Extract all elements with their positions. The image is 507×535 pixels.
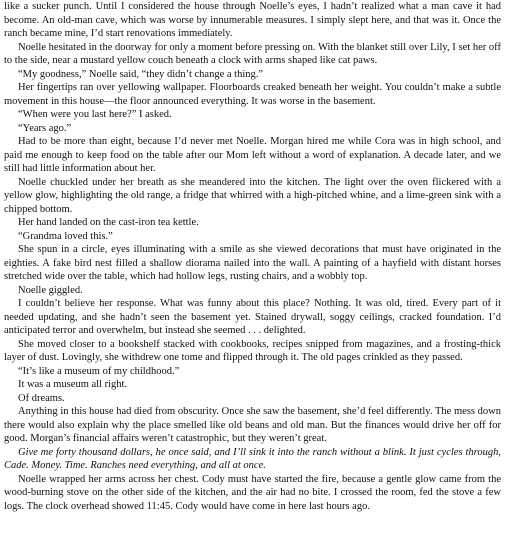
paragraph-18: Anything in this house had died from obscurity. Once she saw the basement, she’d feel differently. The mess down there would also explain why the place smelled like old beans and old man. But the finances would drive her off for good. Morgan’s financial affairs weren’t catastrophic, but they weren’t great. [4, 406, 501, 444]
italic-quote: Give me forty thousand dollars, he once said, and I’ll sink it into the ranch without a blink. It just cycles through, Cade. Money. Time. Ranches need everything, and all at once. [4, 446, 501, 471]
paragraph-15: “It’s like a museum of my childhood.” [18, 365, 180, 377]
paragraph-5: “When were you last here?” I asked. [18, 109, 172, 120]
paragraph-16: It was a museum all right. [18, 379, 128, 390]
paragraph-1: like a sucker punch. Until I considered the house through Noelle’s eyes, I hadn’t realized what a man cave it had become. An old-man cave, which was worse by innumerable measures. I simply slept here, and that was it. Once the ranch became mine, I’d start renovations immediately. [4, 1, 501, 39]
paragraph-19-italic [4, 446, 501, 473]
paragraph-11: She spun in a circle, eyes illuminating with a smile as she viewed decorations that must have originated in the eighties. A fake bird nest filled a shallow diorama nailed into the wall. A painting of a hayfield with distant horses stretched wide over the table, which had hollow legs, rusting chairs, and a wobbly top. [4, 244, 501, 282]
paragraph-17: Of dreams. [18, 392, 65, 404]
paragraph-10: “Grandma loved this.” [18, 230, 113, 242]
paragraph-20: Noelle wrapped her arms across her chest. Cody must have started the fire, because a gentle glow came from the wood-burning stove on the other side of the kitchen, and the air had no bite. I crossed the room, fed the stove a few logs. The clock overhead showed 11:45. Cody would have come in here last hours ago. [4, 473, 501, 512]
paragraph-2: Noelle hesitated in the doorway for only a moment before pressing on. With the blanket still over Lily, I set her off to the side, near a mustard yellow couch beneath a clock with arms shaped like cat paws. [4, 41, 501, 66]
paragraph-12: Noelle giggled. [18, 284, 83, 296]
paragraph-14: She moved closer to a bookshelf stacked with cookbooks, recipes snipped from magazines, and a frosting-thick layer of dust. Lovingly, she withdrew one tome and flipped through it. The old pages crinkled as they passed. [4, 338, 501, 363]
paragraph-7: Had to be more than eight, because I’d never met Noelle. Morgan hired me while Cora was in high school, and paid me enough to keep food on the table after our Mom left without a word of explanation. A decade later, and we still had little information about her. [4, 136, 501, 174]
paragraph-6: “Years ago.” [18, 122, 72, 134]
paragraph-13: I couldn’t believe her response. What was funny about this place? Nothing. It was old, tired. Every part of it needed updating, and she hadn’t seen the basement yet. Stained drywall, soggy ceilings, cracked foundation. I’d anticipated terror and overwhelm, but instead she seemed . . . delighted. [4, 298, 501, 336]
paragraph-4: Her fingertips ran over yellowing wallpaper. Floorboards creaked beneath her weight. You couldn’t make a subtle movement in this house—the floor announced everything. It was worse in the basement. [4, 82, 501, 107]
paragraph-9: Her hand landed on the cast-iron tea kettle. [18, 217, 199, 228]
paragraph-3: “My goodness,” Noelle said, “they didn’t change a thing.” [18, 68, 264, 80]
paragraph-8: Noelle chuckled under her breath as she meandered into the kitchen. The light over the oven flickered with a yellow glow, highlighting the old range, a fridge that whirred with a high-pitched whine, and a lime-green sink with a chipped bottom. [4, 176, 501, 215]
